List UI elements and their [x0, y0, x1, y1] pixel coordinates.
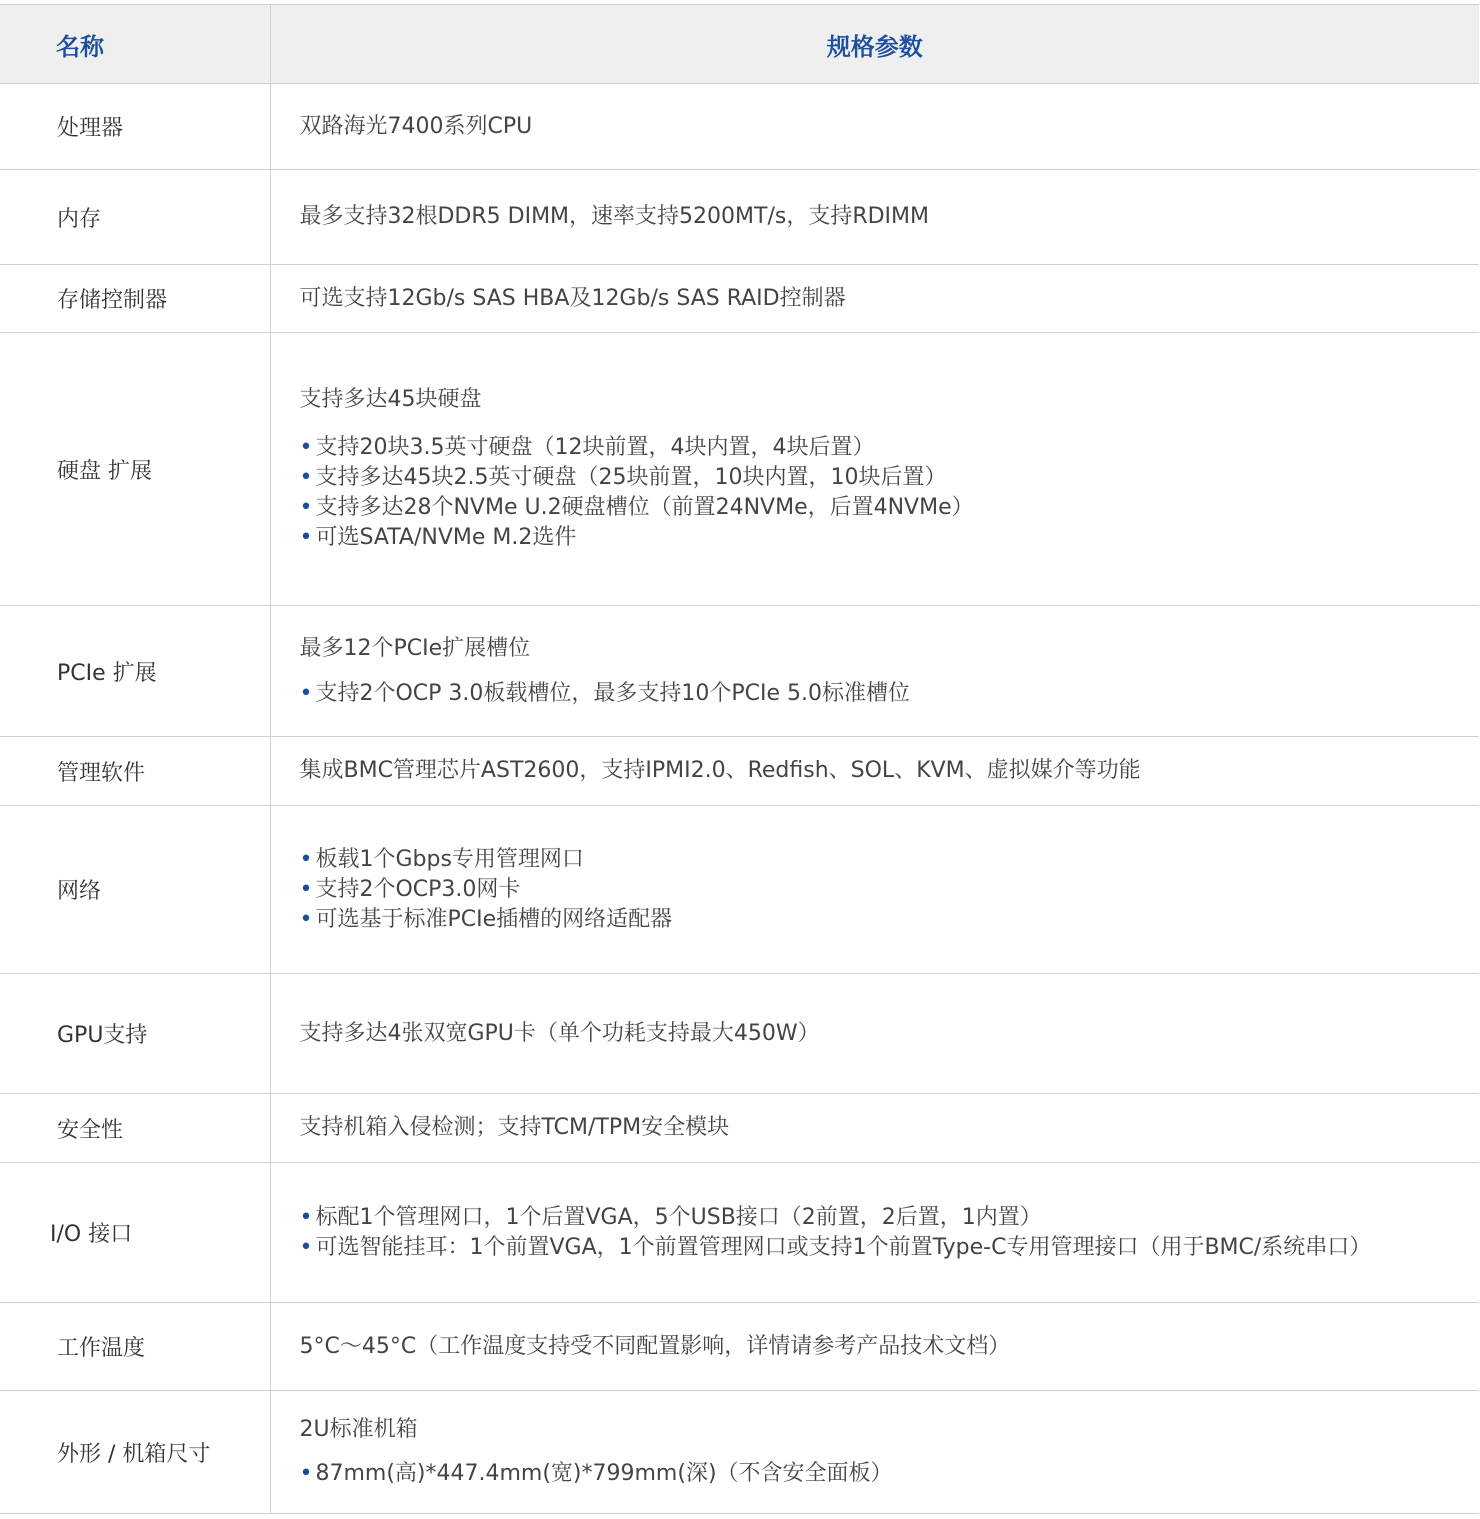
- row-intro: 双路海光7400系列CPU: [299, 113, 533, 139]
- row-spec: [270, 606, 1479, 737]
- bullet-text: 支持2个OCP 3.0板载槽位，最多支持10个PCIe 5.0标准槽位: [315, 680, 911, 706]
- header-spec: 规格参数: [270, 5, 1479, 84]
- bullet-list: [300, 1203, 1480, 1263]
- bullet-dot: •: [299, 1204, 313, 1230]
- bullet-text: 支持多达45块2.5英寸硬盘（25块前置，10块内置，10块后置）: [315, 465, 947, 490]
- bullet-dot: •: [299, 465, 313, 490]
- list-item: [300, 845, 1480, 875]
- row-spec: [270, 265, 1479, 333]
- bullet-text: 板载1个Gbps专用管理网口: [315, 846, 584, 872]
- row-name: 网络: [0, 806, 270, 974]
- bullet-dot: •: [299, 906, 313, 932]
- list-item: [300, 493, 1480, 523]
- row-spec: [270, 170, 1479, 265]
- row-spec: [270, 737, 1479, 806]
- row-name: 内存: [0, 170, 270, 265]
- bullet-list: [300, 845, 1480, 935]
- list-item: [300, 433, 1480, 463]
- table-row: [0, 974, 1479, 1094]
- row-intro: 最多12个PCIe扩展槽位: [299, 635, 531, 661]
- bullet-list: [300, 1459, 1480, 1489]
- table-row: [0, 1391, 1479, 1514]
- row-name: 工作温度: [0, 1303, 270, 1391]
- table-row: [0, 1303, 1479, 1391]
- table-row: [0, 1094, 1479, 1163]
- list-item: [300, 679, 1480, 709]
- bullet-dot: •: [299, 680, 313, 706]
- row-intro: 最多支持32根DDR5 DIMM，速率支持5200MT/s，支持RDIMM: [299, 204, 930, 229]
- bullet-list: [300, 433, 1480, 553]
- bullet-text: 支持20块3.5英寸硬盘（12块前置，4块内置，4块后置）: [315, 435, 875, 460]
- list-item: [300, 1203, 1480, 1233]
- bullet-dot: •: [299, 1461, 313, 1486]
- row-name: GPU支持: [0, 974, 270, 1094]
- row-name: 外形 / 机箱尺寸: [0, 1391, 270, 1514]
- row-name: 安全性: [0, 1094, 270, 1163]
- table-row: [0, 333, 1479, 606]
- row-spec: [270, 974, 1479, 1094]
- list-item: [300, 905, 1480, 935]
- list-item: [300, 1459, 1480, 1489]
- row-spec: [270, 84, 1479, 170]
- bullet-text: 87mm(高)*447.4mm(宽)*799mm(深)（不含安全面板）: [315, 1461, 893, 1486]
- table-row: [0, 606, 1479, 737]
- header-name: 名称: [0, 5, 270, 84]
- bullet-list: [300, 679, 1480, 709]
- table-row: [0, 806, 1479, 974]
- row-name: 硬盘 扩展: [0, 333, 270, 606]
- row-name: I/O 接口: [0, 1163, 270, 1303]
- header-row: [0, 5, 1479, 84]
- row-intro: 5°C～45°C（工作温度支持受不同配置影响，详情请参考产品技术文档）: [299, 1333, 1011, 1359]
- row-name: 管理软件: [0, 737, 270, 806]
- row-name: 存储控制器: [0, 265, 270, 333]
- row-spec: [270, 806, 1479, 974]
- bullet-dot: •: [299, 876, 313, 902]
- table-row: [0, 170, 1479, 265]
- row-intro: 支持机箱入侵检测；支持TCM/TPM安全模块: [299, 1115, 730, 1140]
- row-intro: 支持多达4张双宽GPU卡（单个功耗支持最大450W）: [299, 1020, 820, 1046]
- row-intro: 可选支持12Gb/s SAS HBA及12Gb/s SAS RAID控制器: [299, 285, 846, 311]
- row-name: 处理器: [0, 84, 270, 170]
- list-item: [300, 463, 1480, 493]
- row-spec: [270, 333, 1479, 606]
- list-item: [300, 1233, 1480, 1263]
- row-spec: [270, 1163, 1479, 1303]
- bullet-dot: •: [299, 846, 313, 872]
- bullet-text: 标配1个管理网口，1个后置VGA，5个USB接口（2前置，2后置，1内置）: [315, 1204, 1042, 1230]
- table-row: [0, 265, 1479, 333]
- row-intro: 集成BMC管理芯片AST2600，支持IPMI2.0、Redfish、SOL、KVM、虚拟媒介等功能: [299, 758, 1141, 783]
- bullet-text: 支持2个OCP3.0网卡: [315, 876, 521, 902]
- bullet-dot: •: [299, 495, 313, 520]
- row-intro: 支持多达45块硬盘: [299, 387, 482, 412]
- bullet-text: 可选智能挂耳：1个前置VGA，1个前置管理网口或支持1个前置Type-C专用管理接口（用于BMC/系统串口）: [315, 1234, 1372, 1260]
- table-row: [0, 84, 1479, 170]
- list-item: [300, 523, 1480, 553]
- bullet-dot: •: [299, 435, 313, 460]
- bullet-dot: •: [299, 1234, 313, 1260]
- table-row: [0, 1163, 1479, 1303]
- row-spec: [270, 1094, 1479, 1163]
- bullet-text: 可选SATA/NVMe M.2选件: [315, 525, 577, 550]
- spec-table: [0, 4, 1479, 1514]
- row-name: PCIe 扩展: [0, 606, 270, 737]
- list-item: [300, 875, 1480, 905]
- bullet-text: 可选基于标准PCIe插槽的网络适配器: [315, 906, 673, 932]
- row-spec: [270, 1391, 1479, 1514]
- bullet-dot: •: [299, 525, 313, 550]
- row-spec: [270, 1303, 1479, 1391]
- bullet-text: 支持多达28个NVMe U.2硬盘槽位（前置24NVMe，后置4NVMe）: [315, 495, 974, 520]
- table-row: [0, 737, 1479, 806]
- row-intro: 2U标准机箱: [299, 1417, 418, 1442]
